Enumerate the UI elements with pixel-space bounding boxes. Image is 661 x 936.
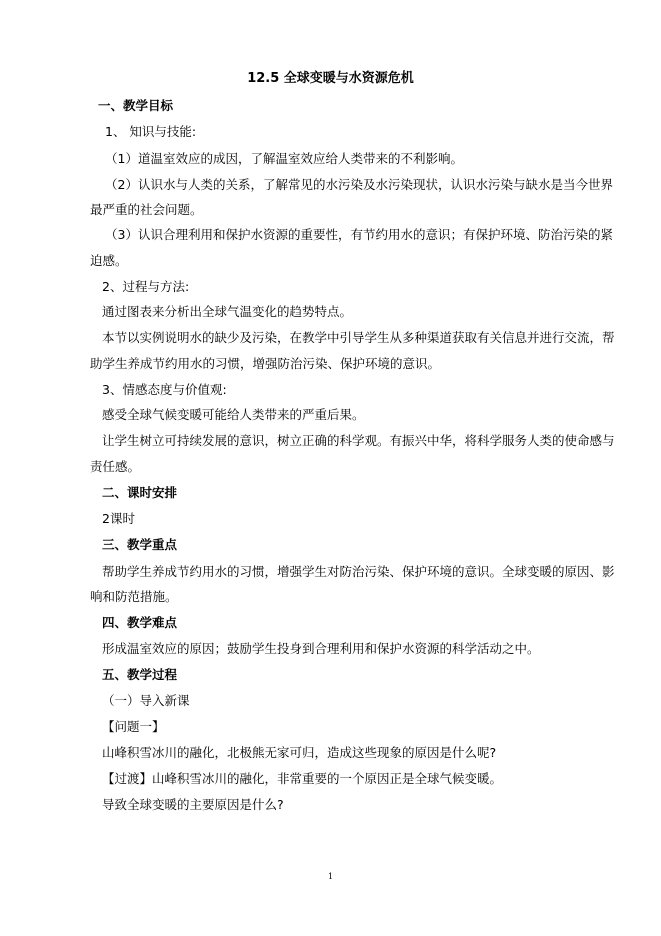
- para-7-line-1: 让学生树立可持续发展的意识，树立正确的科学观。有振兴中华，将科学服务人类的使命感与: [102, 433, 615, 448]
- section-2-heading: 二、课时安排: [102, 485, 178, 500]
- subsection-5-1: （一）导入新课: [102, 693, 190, 708]
- para-7-line-2: 责任感。: [90, 459, 141, 474]
- section-3-heading: 三、教学重点: [102, 537, 178, 552]
- para-14: 导致全球变暖的主要原因是什么?: [102, 797, 284, 812]
- para-13: 【过渡】山峰积雪冰川的融化，非常重要的一个原因正是全球气候变暖。: [102, 771, 503, 786]
- para-3-line-1: （3）认识合理利用和保护水资源的重要性，有节约用水的意识；有保护环境、防治污染的紧: [105, 227, 613, 242]
- para-12: 山峰积雪冰川的融化，北极熊无家可归，造成这些现象的原因是什么呢?: [102, 745, 497, 760]
- document-title: 12.5 全球变暖与水资源危机: [247, 71, 414, 86]
- para-1: （1）道温室效应的成因，了解温室效应给人类带来的不利影响。: [105, 151, 463, 166]
- subsection-2: 2、过程与方法:: [102, 279, 190, 294]
- para-4: 通过图表来分析出全球气温变化的趋势特点。: [102, 304, 353, 319]
- para-9-line-1: 帮助学生养成节约用水的习惯，增强学生对防治污染、保护环境的意识。全球变暖的原因、影: [102, 564, 615, 579]
- para-3-line-2: 迫感。: [90, 253, 128, 268]
- subsection-1: 1、 知识与技能:: [105, 124, 197, 139]
- para-9-line-2: 响和防范措施。: [90, 589, 178, 604]
- para-8: 2课时: [102, 511, 135, 526]
- subsection-3: 3、情感态度与价值观:: [102, 382, 227, 397]
- para-5-line-1: 本节以实例说明水的缺少及污染，在教学中引导学生从多种渠道获取有关信息并进行交流，帮: [102, 330, 615, 345]
- section-1-heading: 一、教学目标: [98, 98, 174, 113]
- para-2-line-2: 最严重的社会问题。: [90, 202, 203, 217]
- para-6: 感受全球气候变暖可能给人类带来的严重后果。: [102, 407, 365, 422]
- para-10: 形成温室效应的原因；鼓励学生投身到合理利用和保护水资源的科学活动之中。: [102, 641, 540, 656]
- section-4-heading: 四、教学难点: [102, 615, 178, 630]
- para-5-line-2: 助学生养成节约用水的习惯，增强防治污染、保护环境的意识。: [90, 356, 441, 371]
- para-2-line-1: （2）认识水与人类的关系，了解常见的水污染及水污染现状，认识水污染与缺水是当今世界: [105, 177, 613, 192]
- page-number: 1: [327, 872, 334, 881]
- section-5-heading: 五、教学过程: [102, 667, 178, 682]
- para-11: 【问题一】: [102, 719, 165, 734]
